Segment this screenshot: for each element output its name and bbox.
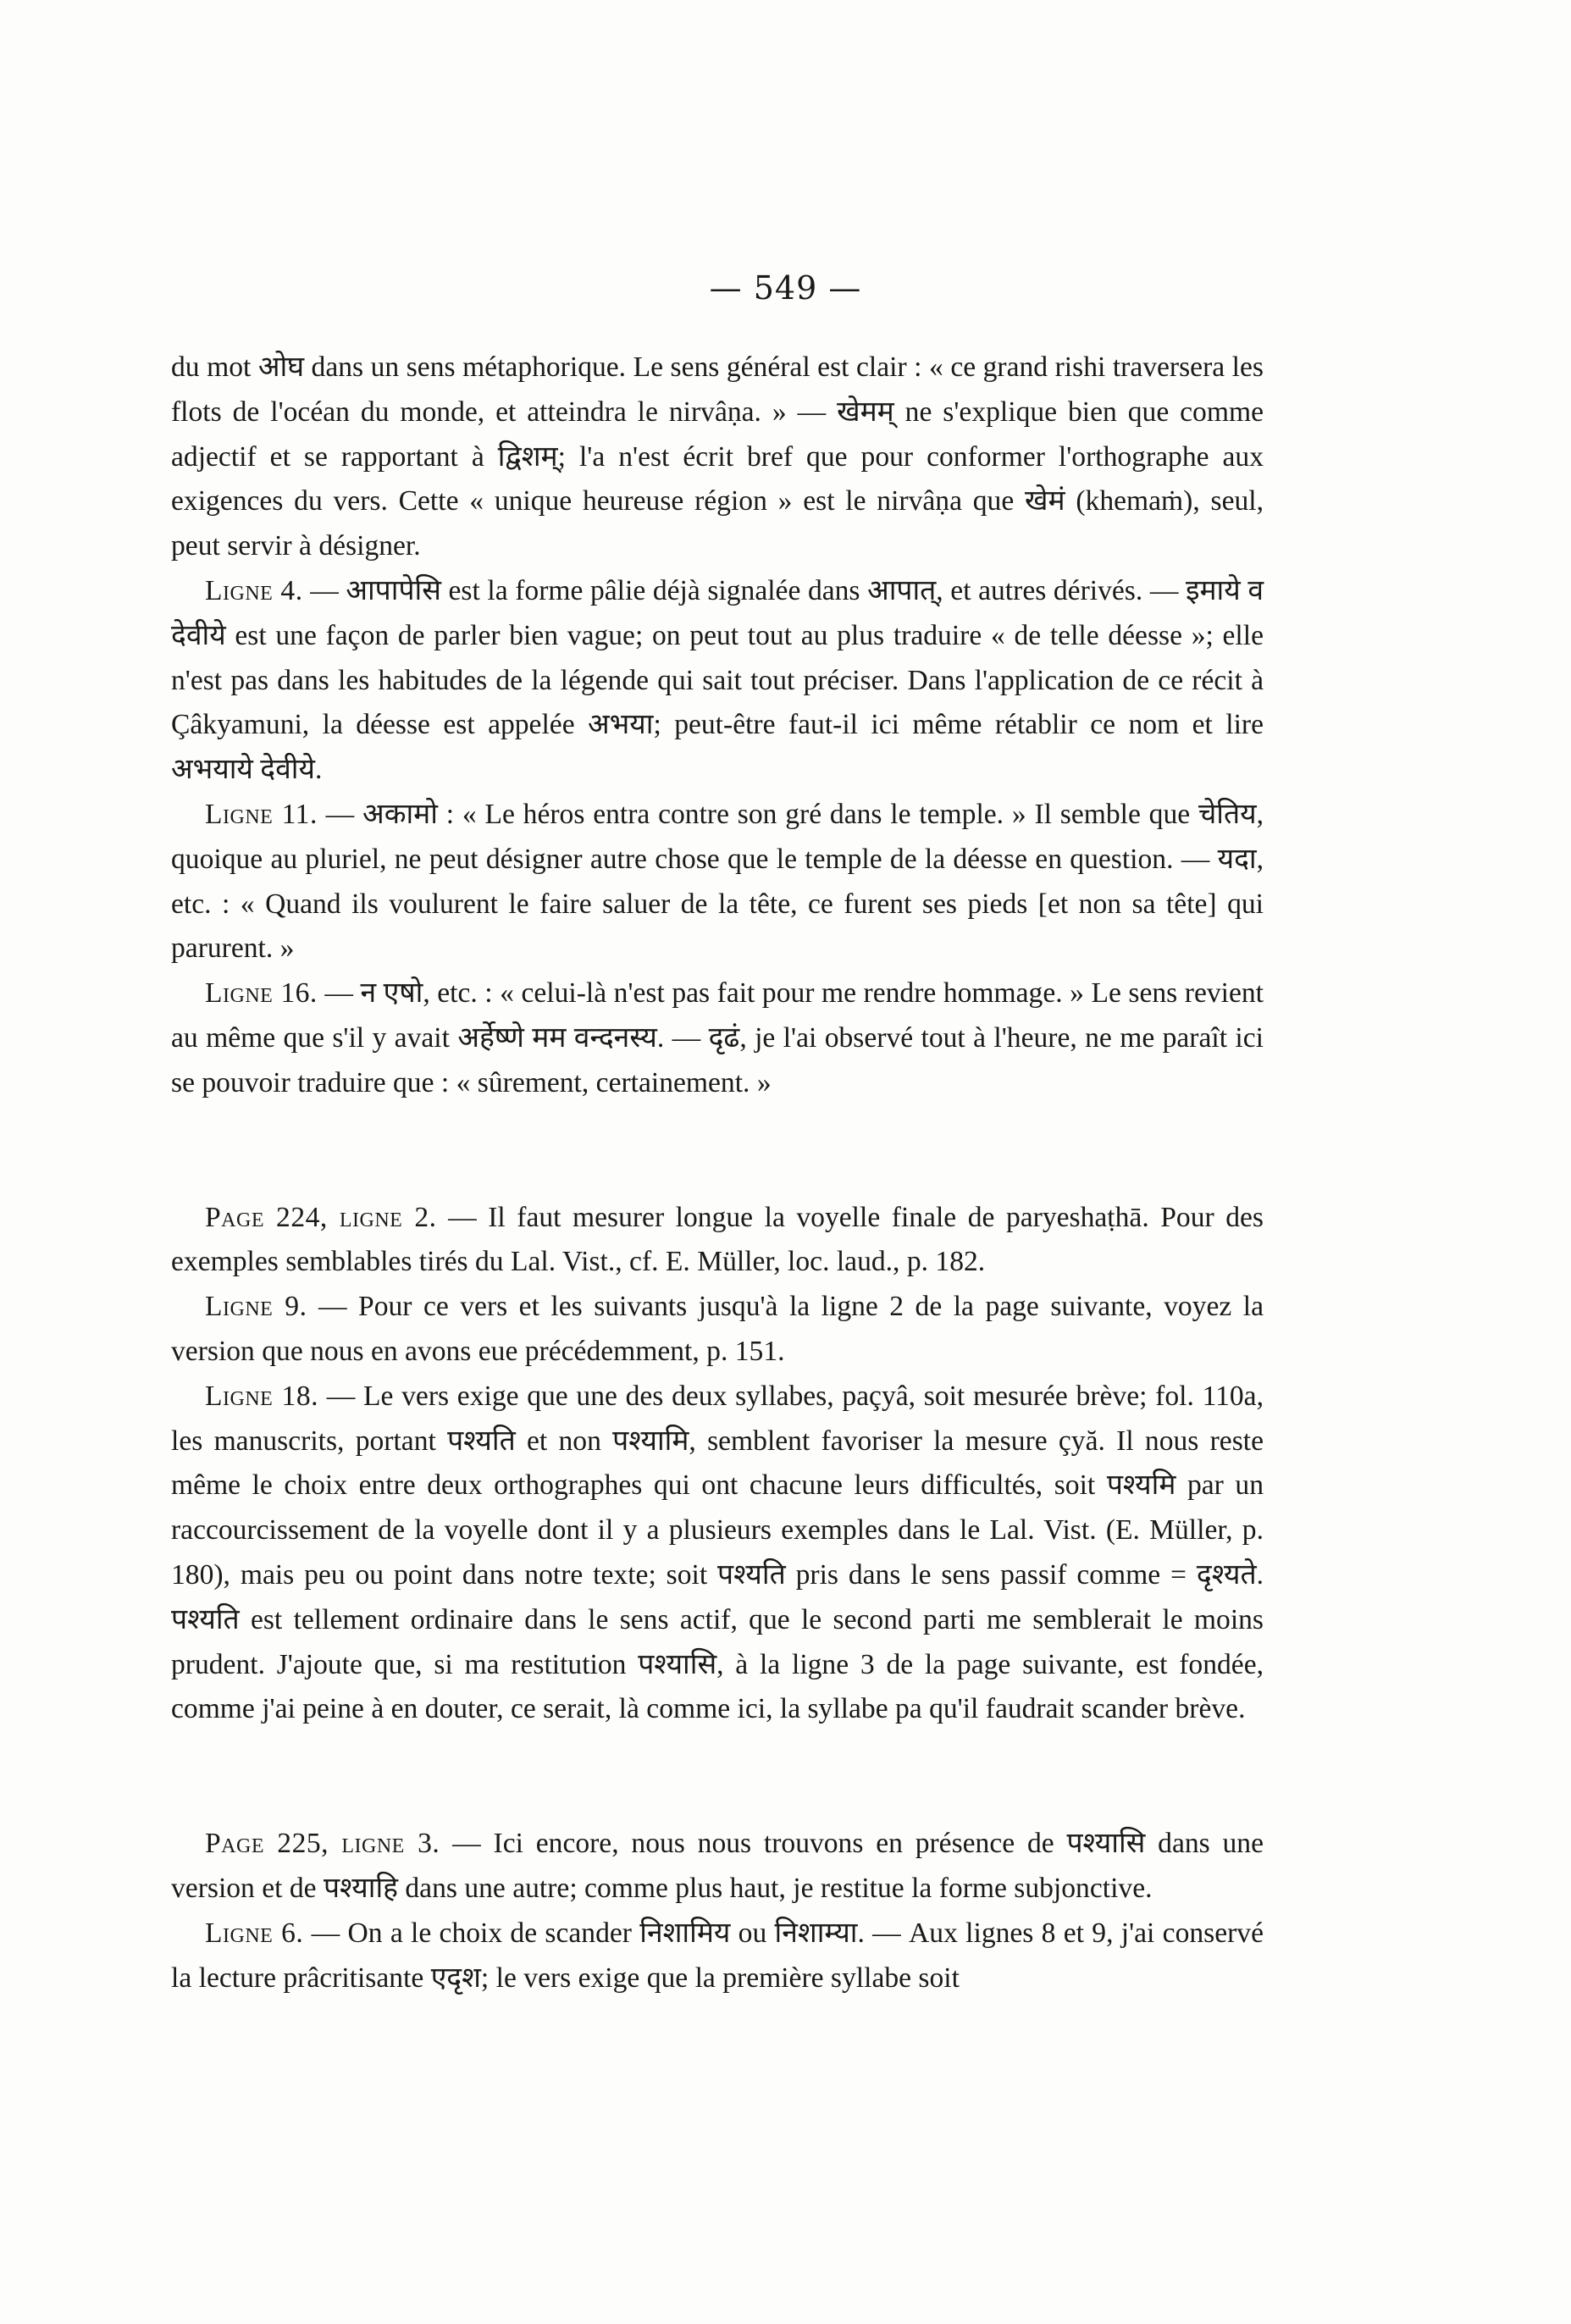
paragraph-lead: Ligne 18. (205, 1380, 319, 1412)
paragraph-text: — आपापेसि est la forme pâlie déjà signalée dans आपात्, et autres dérivés. — इमाये व देवीये est une façon de parler bien vague; on peut tout au plus traduire « de telle déesse »; elle n'est pas dans les habitudes de la légende qui sait tout préciser. Dans l'application de ce récit à Çâkyamuni, la déesse est appelée अभया; peut-être faut-il ici même rétablir ce nom et lire अभयाये देवीये. (171, 574, 1264, 786)
paragraph-text: — Il faut mesurer longue la voyelle finale de paryeshaṭhā. Pour des exemples semblables tirés du Lal. Vist., cf. E. Müller, loc. laud., p. 182. (171, 1201, 1264, 1278)
paragraph-continuation (171, 346, 1264, 569)
paragraph-text: du mot ओघ dans un sens métaphorique. Le sens général est clair : « ce grand rishi traversera les flots de l'océan du monde, et atteindra le nirvâṇa. » — खेमम् ne s'explique bien que comme adjectif et se rapportant à द्विशम्; l'a n'est écrit bref que pour conformer l'orthographe aux exigences du vers. Cette « unique heureuse région » est le nirvâṇa que खेमं (khemaṁ), seul, peut servir à désigner. (171, 351, 1264, 562)
paragraph-ligne-16 (171, 971, 1264, 1105)
paragraph-text: — अकामो : « Le héros entra contre son gré dans le temple. » Il semble que चेतिय, quoique au pluriel, ne peut désigner autre chose que le temple de la déesse en question. — यदा, etc. : « Quand ils voulurent le faire saluer de la tête, ce furent ses pieds [et non sa tête] qui parurent. » (171, 798, 1264, 965)
paragraph-lead: Ligne 11. (205, 798, 318, 830)
paragraph-ligne-11 (171, 793, 1264, 971)
paragraph-lead: Page 224, ligne 2. (205, 1201, 437, 1233)
paragraph-ligne-4 (171, 569, 1264, 793)
paragraph-text: — Ici encore, nous nous trouvons en présence de पश्यासि dans une version et de पश्याहि dans une autre; comme plus haut, je restitue la forme subjonctive. (171, 1828, 1264, 1904)
paragraph-text: — On a le choix de scander निशामिय ou निशाम्या. — Aux lignes 8 et 9, j'ai conservé la lecture prâcritisante एदृश; le vers exige que la première syllabe soit (171, 1917, 1264, 1994)
paragraph-lead: Ligne 16. (205, 977, 318, 1010)
body-text (171, 346, 1264, 2000)
paragraph-text: — न एषो, etc. : « celui-là n'est pas fait pour me rendre hommage. » Le sens revient au même que s'il y avait अर्हेष्णे मम वन्दनस्य. — दृढं, je l'ai observé tout à l'heure, ne me paraît ici se pouvoir traduire que : « sûrement, certainement. » (171, 977, 1264, 1098)
paragraph-lead: Ligne 9. (205, 1291, 307, 1323)
paragraph-text: — Pour ce vers et les suivants jusqu'à la ligne 2 de la page suivante, voyez la version que nous en avons eue précédemment, p. 151. (171, 1291, 1264, 1367)
paragraph-page-224 (171, 1196, 1264, 1286)
paragraph-page-225 (171, 1822, 1264, 1912)
paragraph-ligne-9 (171, 1285, 1264, 1375)
paragraph-lead: Ligne 6. (205, 1917, 304, 1949)
paragraph-text: — Le vers exige que une des deux syllabes, paçyâ, soit mesurée brève; fol. 110a, les manuscrits, portant पश्यति et non पश्यामि, semblent favoriser la mesure çyă. Il nous reste même le choix entre deux orthographes qui ont chacune leurs difficultés, soit पश्यमि par un raccourcissement de la voyelle dont il y a plusieurs exemples dans le Lal. Vist. (E. Müller, p. 180), mais peu ou point dans notre texte; soit पश्यति pris dans le sens passif comme = दृश्यते. पश्यति est tellement ordinaire dans le sens actif, que le second parti me semblerait le moins prudent. J'ajoute que, si ma restitution पश्यासि, à la ligne 3 de la page suivante, est fondée, comme j'ai peine à en douter, ce serait, là comme ici, la syllabe pa qu'il faudrait scander brève. (171, 1380, 1264, 1725)
paragraph-lead: Ligne 4. (205, 574, 303, 606)
paragraph-ligne-6 (171, 1912, 1264, 2001)
page-number: — 549 — (709, 269, 862, 307)
paragraph-lead: Page 225, ligne 3. (205, 1828, 440, 1860)
paragraph-ligne-18 (171, 1375, 1264, 1732)
